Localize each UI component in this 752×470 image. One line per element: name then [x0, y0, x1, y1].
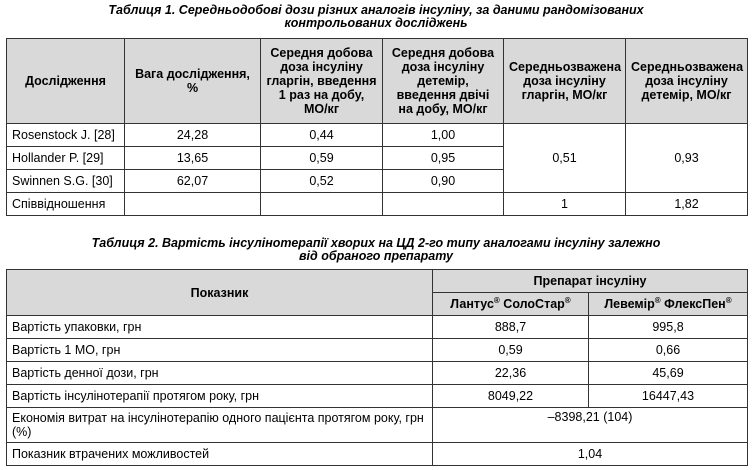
table-row-ratio [7, 193, 748, 216]
registered-mark: ® [564, 295, 571, 305]
levemir-value: 16447,43 [589, 385, 748, 408]
table-row [7, 316, 748, 339]
lantus-value: 888,7 [433, 316, 589, 339]
opportunity-value: 1,04 [433, 443, 748, 466]
study-weight: 24,28 [125, 124, 261, 147]
header-detemir-daily: Середня добова доза інсуліну детемір, введення двічі на добу, МО/кг [383, 39, 504, 124]
glargine-dose: 0,59 [261, 147, 383, 170]
header-glargine-daily: Середня добова доза інсуліну гларгін, введення 1 раз на добу, МО/кг [261, 39, 383, 124]
table1-caption [0, 4, 752, 30]
ratio-label: Співвідношення [7, 193, 125, 216]
opportunity-label: Показник втрачених можливостей [7, 443, 433, 466]
detemir-dose: 0,95 [383, 147, 504, 170]
table-row-savings [7, 408, 748, 443]
table-row-opportunity [7, 443, 748, 466]
weighted-glargine-value: 0,51 [504, 124, 626, 193]
study-name: Rosenstock J. [28] [7, 124, 125, 147]
glargine-dose: 0,44 [261, 124, 383, 147]
header-lantus [433, 293, 589, 316]
registered-mark: ® [725, 295, 732, 305]
study-name: Swinnen S.G. [30] [7, 170, 125, 193]
header-levemir [589, 293, 748, 316]
levemir-value: 995,8 [589, 316, 748, 339]
header-weight: Вага дослідження, % [125, 39, 261, 124]
row-label: Вартість упаковки, грн [7, 316, 433, 339]
ratio-detemir: 1,82 [626, 193, 748, 216]
table1-caption-line1: Таблиця 1. Середньодобові дози різних аналогів інсуліну, за даними рандомізованих [108, 3, 644, 17]
ratio-glargine: 1 [504, 193, 626, 216]
savings-value: –8398,21 (104) [433, 408, 748, 443]
weighted-detemir-value: 0,93 [626, 124, 748, 193]
study-weight: 13,65 [125, 147, 261, 170]
table1-caption-line2: контрольованих досліджень [284, 16, 468, 30]
table-row [7, 362, 748, 385]
levemir-value: 45,69 [589, 362, 748, 385]
lantus-value: 0,59 [433, 339, 589, 362]
header-glargine-weighted: Середньозважена доза інсуліну гларгін, МО/кг [504, 39, 626, 124]
levemir-suffix: ФлексПен [660, 297, 726, 311]
empty-cell [261, 193, 383, 216]
table2-caption-line1: Таблиця 2. Вартість інсулінотерапії хворих на ЦД 2-го типу аналогами інсуліну залежно [91, 236, 661, 250]
detemir-dose: 0,90 [383, 170, 504, 193]
row-label: Вартість денної дози, грн [7, 362, 433, 385]
table2 [6, 269, 748, 466]
lantus-value: 8049,22 [433, 385, 589, 408]
row-label: Вартість 1 МО, грн [7, 339, 433, 362]
header-study: Дослідження [7, 39, 125, 124]
empty-cell [383, 193, 504, 216]
savings-label: Економія витрат на інсулінотерапію одного пацієнта протягом року, грн (%) [7, 408, 433, 443]
table2-caption [0, 237, 752, 263]
study-weight: 62,07 [125, 170, 261, 193]
table2-header-row [7, 270, 748, 293]
lantus-suffix: СолоСтар [499, 297, 565, 311]
lantus-value: 22,36 [433, 362, 589, 385]
table1-header-row [7, 39, 748, 124]
glargine-dose: 0,52 [261, 170, 383, 193]
registered-mark: ® [493, 295, 500, 305]
registered-mark: ® [654, 295, 661, 305]
table-row [7, 124, 748, 147]
table-row [7, 339, 748, 362]
study-name: Hollander P. [29] [7, 147, 125, 170]
header-indicator: Показник [7, 270, 433, 316]
table-row [7, 385, 748, 408]
detemir-dose: 1,00 [383, 124, 504, 147]
empty-cell [125, 193, 261, 216]
lantus-name: Лантус [450, 297, 494, 311]
table2-caption-line2: від обраного препарату [299, 249, 453, 263]
levemir-name: Левемір [604, 297, 655, 311]
table1 [6, 38, 748, 216]
row-label: Вартість інсулінотерапії протягом року, грн [7, 385, 433, 408]
levemir-value: 0,66 [589, 339, 748, 362]
header-drug-group: Препарат інсуліну [433, 270, 748, 293]
header-detemir-weighted: Середньозважена доза інсуліну детемір, МО/кг [626, 39, 748, 124]
